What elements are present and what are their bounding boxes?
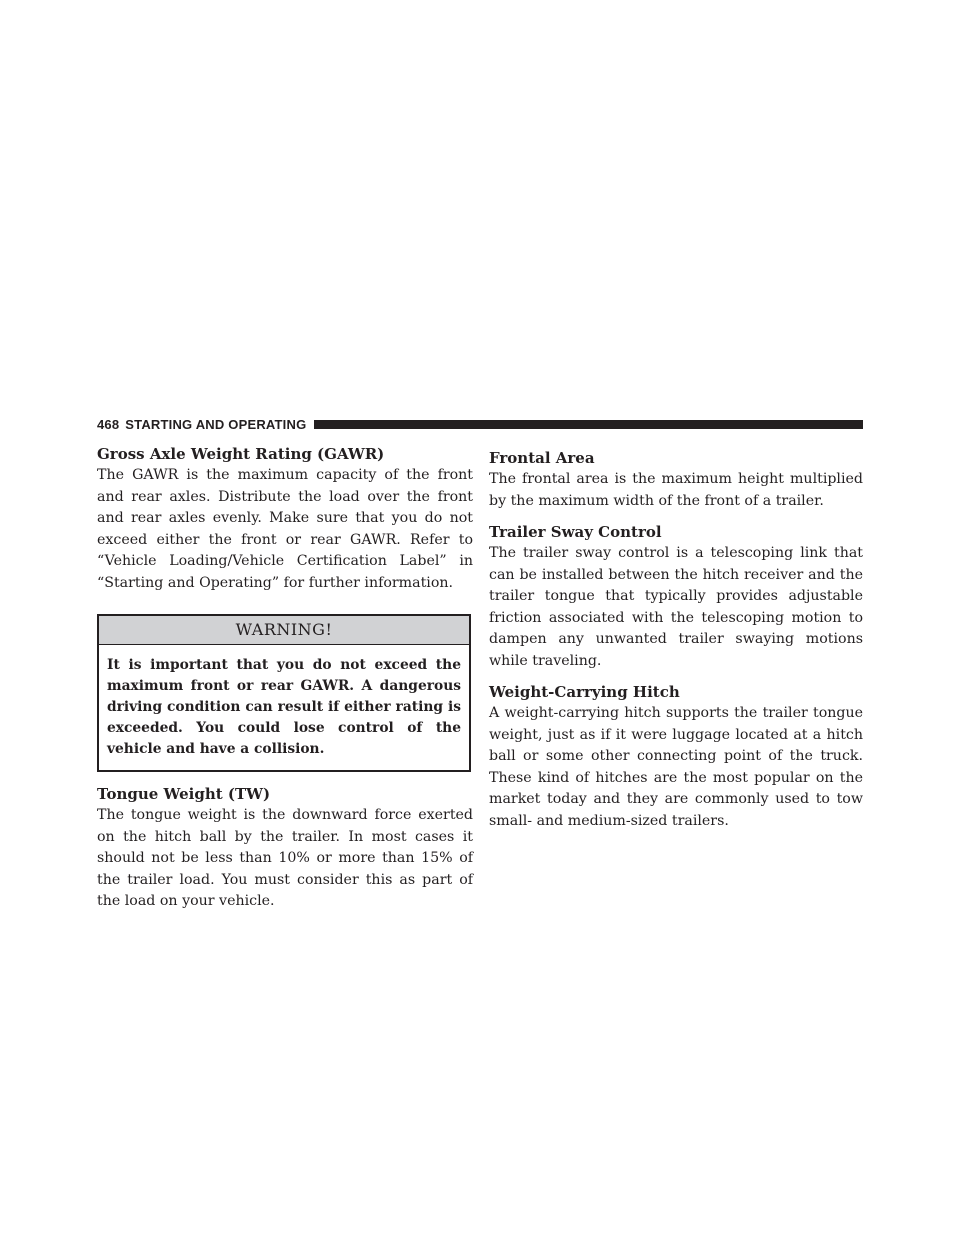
section-title: STARTING AND OPERATING <box>125 416 307 432</box>
warning-text: It is important that you do not exceed the maximum front or rear GAWR. A dangerous driving condition can result if either rating is exceeded. You could lose control of the vehicle and have a collision. <box>107 657 461 757</box>
warning-box <box>97 614 471 772</box>
weight-carrying-hitch-paragraph: A weight-carrying hitch supports the trailer tongue weight, just as if it were luggage located at a hitch ball or some other connecting point of the truck. These kind of hitches are the most popular on the market today and they are commonly used to tow small- and medium-sized trailers. <box>489 705 863 829</box>
gawr-paragraph: The GAWR is the maximum capacity of the front and rear axles. Distribute the load over the front and rear axles evenly. Make sure that you do not exceed either the front or rear GAWR. Refer to “Vehicle Loading/Vehicle Certification Label” in “Starting and Operating” for further information. <box>97 467 473 591</box>
tongue-weight-heading: Tongue Weight (TW) <box>97 785 271 803</box>
right-column <box>489 444 863 832</box>
trailer-sway-paragraph: The trailer sway control is a telescoping link that can be installed between the hitch receiver and the trailer tongue that typically provides adjustable friction associated with the telescoping motion to dampen any unwanted trailer swaying motions while traveling. <box>489 545 863 669</box>
page-header <box>97 415 863 433</box>
page-number: 468 <box>97 416 120 432</box>
weight-carrying-hitch-heading: Weight-Carrying Hitch <box>489 683 680 701</box>
warning-title: WARNING! <box>99 616 469 645</box>
gawr-heading: Gross Axle Weight Rating (GAWR) <box>97 445 385 463</box>
tongue-weight-paragraph: The tongue weight is the downward force exerted on the hitch ball by the trailer. In most cases it should not be less than 10% or more than 15% of the trailer load. You must consider this as part of the load on your vehicle. <box>97 807 473 909</box>
header-rule <box>314 420 863 429</box>
left-column <box>97 444 473 913</box>
frontal-area-heading: Frontal Area <box>489 449 595 467</box>
trailer-sway-heading: Trailer Sway Control <box>489 523 662 541</box>
frontal-area-paragraph: The frontal area is the maximum height multiplied by the maximum width of the front of a trailer. <box>489 471 863 509</box>
